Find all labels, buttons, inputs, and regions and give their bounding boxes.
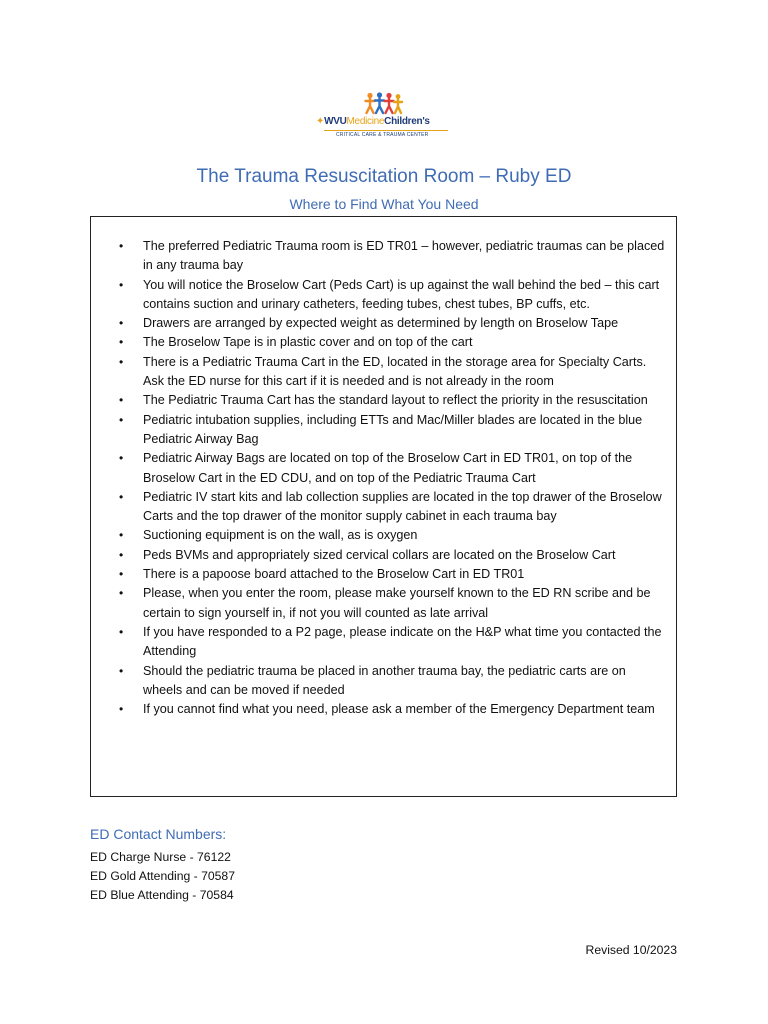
list-item: [91, 584, 676, 623]
bullet-icon: •: [119, 354, 124, 369]
bullet-icon: •: [119, 335, 124, 350]
list-item: [91, 700, 676, 719]
list-item: [91, 411, 676, 450]
list-item-text: Should the pediatric trauma be placed in another trauma bay, the pediatric carts are on wheels and can be moved if needed: [143, 663, 626, 697]
list-item: [91, 391, 676, 410]
contact-line-charge-nurse: ED Charge Nurse - 76122: [90, 850, 231, 864]
list-item: [91, 237, 676, 276]
list-item: [91, 662, 676, 701]
list-item: [91, 488, 676, 527]
list-item-text: If you have responded to a P2 page, please indicate on the H&P what time you contacted the Attending: [143, 624, 662, 659]
bullet-icon: •: [119, 489, 124, 504]
bullet-icon: •: [119, 393, 124, 408]
list-item-text: Please, when you enter the room, please make yourself known to the ED RN scribe and be certain to sign yourself in, if not you will counted as late arrival: [143, 586, 651, 620]
list-item-text: Peds BVMs and appropriately sized cervical collars are located on the Broselow Cart: [143, 547, 616, 562]
contact-line-gold-attending: ED Gold Attending - 70587: [90, 869, 235, 883]
bullet-icon: •: [119, 316, 124, 331]
list-item-text: Pediatric intubation supplies, including ETTs and Mac/Miller blades are located in the blue Pediatric Airway Bag: [143, 412, 643, 446]
list-item-text: The preferred Pediatric Trauma room is ED TR01 – however, pediatric traumas can be placed in any trauma bay: [143, 239, 665, 273]
list-item: [91, 353, 676, 392]
bullet-icon: •: [119, 702, 124, 717]
list-item: [91, 526, 676, 545]
revision-date: Revised 10/2023: [585, 943, 677, 957]
list-item-text: You will notice the Broselow Cart (Peds Cart) is up against the wall behind the bed – this cart contains suction and urinary catheters, feeding tubes, chest tubes, BP cuffs, etc.: [143, 277, 660, 311]
wvu-medicine-childrens-logo: [316, 92, 452, 144]
page-title: The Trauma Resuscitation Room – Ruby ED: [196, 166, 572, 187]
bullet-icon: •: [119, 528, 124, 543]
bullet-icon: •: [119, 277, 124, 292]
bullet-icon: •: [119, 624, 124, 639]
list-item: [91, 333, 676, 352]
bullet-icon: •: [119, 567, 124, 582]
logo-medicine-text: Medicine: [346, 116, 385, 127]
list-item: [91, 314, 676, 333]
logo-wvu-text: WVU: [324, 116, 347, 127]
list-item: [91, 623, 676, 662]
info-box: [90, 216, 677, 797]
logo-tagline: CRITICAL CARE & TRAUMA CENTER: [336, 132, 429, 138]
bullet-icon: •: [119, 412, 124, 427]
list-item: [91, 565, 676, 584]
list-item: [91, 276, 676, 315]
list-item-text: The Broselow Tape is in plastic cover and on top of the cart: [143, 335, 473, 350]
contacts-heading: ED Contact Numbers:: [90, 826, 227, 842]
bullet-icon: •: [119, 663, 124, 678]
list-item-text: There is a Pediatric Trauma Cart in the ED, located in the storage area for Specialty Carts. Ask the ED nurse for this cart if it is needed and is not already in the room: [143, 354, 647, 389]
list-item-text: Pediatric Airway Bags are located on top of the Broselow Cart in ED TR01, on top of the Broselow Cart in the ED CDU, and on top of the Pediatric Trauma Cart: [143, 451, 633, 485]
logo-divider: [324, 130, 448, 131]
children-figures-icon: [364, 92, 404, 116]
list-item-text: The Pediatric Trauma Cart has the standard layout to reflect the priority in the resuscitation: [143, 393, 648, 408]
list-item-text: Drawers are arranged by expected weight as determined by length on Broselow Tape: [143, 316, 619, 331]
list-item: [91, 546, 676, 565]
list-item-text: If you cannot find what you need, please ask a member of the Emergency Department team: [143, 702, 655, 717]
bullet-icon: •: [119, 586, 124, 601]
contact-line-blue-attending: ED Blue Attending - 70584: [90, 888, 234, 902]
bullet-icon: •: [119, 239, 124, 253]
bullet-icon: •: [119, 451, 124, 466]
list-item-text: Pediatric IV start kits and lab collection supplies are located in the top drawer of the Broselow Carts and the top drawer of the monitor supply cabinet in each trauma bay: [143, 489, 662, 524]
list-item-text: There is a papoose board attached to the Broselow Cart in ED TR01: [143, 567, 525, 582]
list-item: [91, 449, 676, 488]
contacts-list: [90, 848, 235, 905]
logo-flying-wv-icon: ✦: [316, 116, 325, 127]
logo-childrens-text: Children's: [384, 116, 430, 127]
bullet-list: [91, 237, 676, 719]
logo-wordmark: [316, 116, 430, 127]
page-subtitle: Where to Find What You Need: [289, 196, 479, 212]
bullet-icon: •: [119, 547, 124, 562]
list-item-text: Suctioning equipment is on the wall, as is oxygen: [143, 528, 418, 543]
